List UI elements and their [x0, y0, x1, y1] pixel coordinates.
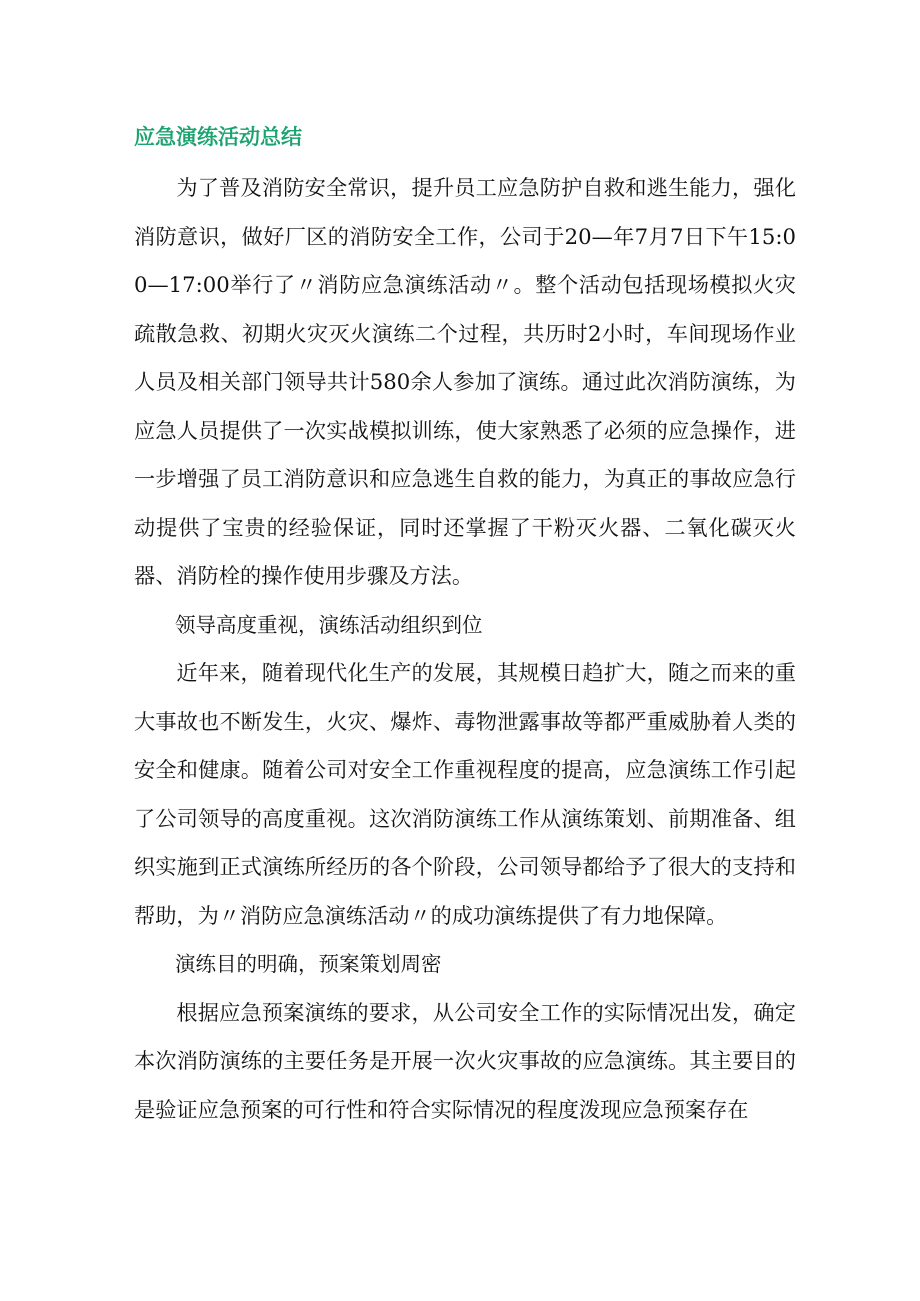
document-body	[134, 164, 796, 1134]
document-title: 应急演练活动总结	[134, 125, 302, 149]
section-heading-objectives: 演练目的明确，预案策划周密	[175, 952, 442, 976]
paragraph-leadership: 近年来，随着现代化生产的发展，其规模日趋扩大，随之而来的重大事故也不断发生，火灾、爆炸、毒物泄露事故等都严重威胁着人类的安全和健康。随着公司对安全工作重视程度的提高，应急演练工作引起了公司领导的高度重视。这次消防演练工作从演练策划、前期准备、组织实施到正式演练所经历的各个阶段，公司领导都给予了很大的支持和帮助，为〃消防应急演练活动〃的成功演练提供了有力地保障。	[134, 660, 796, 928]
paragraph-objectives: 根据应急预案演练的要求，从公司安全工作的实际情况出发，确定本次消防演练的主要任务是开展一次火灾事故的应急演练。其主要目的是验证应急预案的可行性和符合实际情况的程度泼现应急预案存在	[134, 999, 796, 1122]
section-heading-leadership: 领导高度重视，演练活动组织到位	[175, 612, 483, 637]
paragraph-intro: 为了普及消防安全常识，提升员工应急防护自救和逃生能力，强化消防意识，做好厂区的消防安全工作，公司于20—年7月7日下午15:00—17:00举行了〃消防应急演练活动〃。整个活动包括现场模拟火灾疏散急救、初期火灾灭火演练二个过程，共历时2小时，车间现场作业人员及相关部门领导共计580余人参加了演练。通过此次消防演练，为应急人员提供了一次实战模拟训练，使大家熟悉了必须的应急操作，进一步增强了员工消防意识和应急逃生自救的能力，为真正的事故应急行动提供了宝贵的经验保证，同时还掌握了干粉灭火器、二氧化碳灭火器、消防栓的操作使用步骤及方法。	[134, 175, 796, 588]
